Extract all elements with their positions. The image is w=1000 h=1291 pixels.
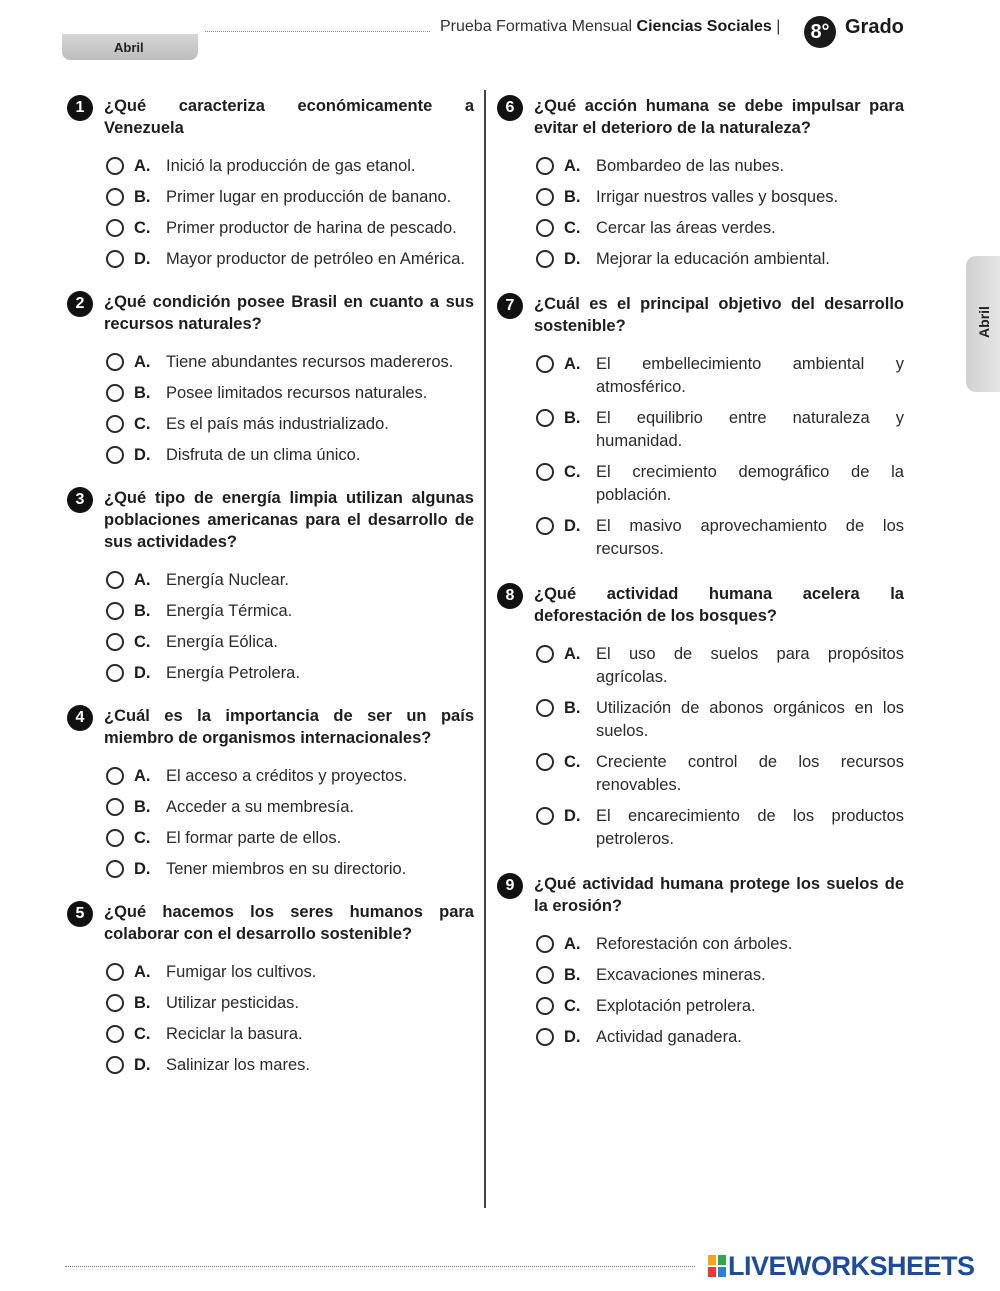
option-letter: A.: [564, 355, 581, 373]
radio-circle-icon[interactable]: [106, 860, 124, 878]
question-text: ¿Qué tipo de energía limpia utilizan algunas poblaciones americanas para el desarrollo de sus actividades?: [104, 489, 474, 551]
radio-circle-icon[interactable]: [106, 798, 124, 816]
month-tab-label: Abril: [114, 40, 144, 55]
question-9: [505, 873, 904, 1049]
right-column: [505, 95, 904, 1057]
liveworksheets-logo-icon: [708, 1255, 726, 1277]
question-number-badge: 8: [497, 583, 523, 609]
option-letter: A.: [134, 767, 151, 785]
radio-circle-icon[interactable]: [106, 219, 124, 237]
question-4: [75, 705, 474, 881]
radio-circle-icon[interactable]: [536, 463, 554, 481]
radio-circle-icon[interactable]: [536, 157, 554, 175]
option-text: Primer productor de harina de pescado.: [166, 219, 457, 237]
option-letter: D.: [564, 1028, 581, 1046]
question-text: ¿Cuál es el principal objetivo del desarrollo sostenible?: [534, 295, 904, 335]
question-8: [505, 583, 904, 851]
option-text: El encarecimiento de los productos petroleros.: [596, 807, 904, 848]
option-a[interactable]: [534, 933, 904, 956]
radio-circle-icon[interactable]: [536, 753, 554, 771]
option-b[interactable]: [104, 382, 474, 405]
question-text: ¿Qué condición posee Brasil en cuanto a sus recursos naturales?: [104, 293, 474, 333]
option-letter: D.: [134, 250, 151, 268]
option-text: Reforestación con árboles.: [596, 935, 793, 953]
column-divider: [484, 90, 486, 1208]
question-5: [75, 901, 474, 1077]
option-d[interactable]: [104, 1054, 474, 1077]
radio-circle-icon[interactable]: [106, 1056, 124, 1074]
option-letter: C.: [564, 997, 581, 1015]
option-text: Es el país más industrializado.: [166, 415, 389, 433]
option-letter: C.: [134, 415, 151, 433]
option-c[interactable]: [104, 1023, 474, 1046]
option-text: El formar parte de ellos.: [166, 829, 342, 847]
radio-circle-icon[interactable]: [536, 409, 554, 427]
option-letter: B.: [134, 602, 151, 620]
option-c[interactable]: [104, 827, 474, 850]
option-letter: C.: [564, 753, 581, 771]
liveworksheets-watermark: [708, 1251, 993, 1283]
option-d[interactable]: [534, 805, 904, 851]
option-letter: A.: [564, 935, 581, 953]
option-text: Utilización de abonos orgánicos en los suelos.: [596, 699, 904, 740]
radio-circle-icon[interactable]: [536, 807, 554, 825]
option-text: Primer lugar en producción de banano.: [166, 188, 452, 206]
option-letter: D.: [134, 446, 151, 464]
option-text: Salinizar los mares.: [166, 1056, 310, 1074]
option-letter: B.: [564, 699, 581, 717]
option-letter: D.: [564, 250, 581, 268]
option-d[interactable]: [104, 858, 474, 881]
option-letter: C.: [134, 219, 151, 237]
option-letter: A.: [564, 157, 581, 175]
option-list: [534, 155, 904, 271]
question-3: [75, 487, 474, 685]
question-number-badge: 5: [67, 901, 93, 927]
radio-circle-icon[interactable]: [106, 250, 124, 268]
option-c[interactable]: [534, 217, 904, 240]
option-b[interactable]: [534, 407, 904, 453]
option-list: [104, 765, 474, 881]
option-text: El uso de suelos para propósitos agrícolas.: [596, 645, 904, 686]
option-letter: D.: [564, 807, 581, 825]
option-c[interactable]: [104, 631, 474, 654]
option-d[interactable]: [534, 515, 904, 561]
option-b[interactable]: [104, 796, 474, 819]
subject-name: Ciencias Sociales: [636, 18, 772, 35]
option-letter: A.: [134, 963, 151, 981]
option-c[interactable]: [104, 217, 474, 240]
radio-circle-icon[interactable]: [106, 829, 124, 847]
option-c[interactable]: [104, 413, 474, 436]
question-text: ¿Qué hacemos los seres humanos para colaborar con el desarrollo sostenible?: [104, 903, 474, 943]
option-text: Reciclar la basura.: [166, 1025, 303, 1043]
option-letter: B.: [134, 798, 151, 816]
option-list: [534, 353, 904, 561]
question-6: [505, 95, 904, 271]
question-text: ¿Cuál es la importancia de ser un país miembro de organismos internacionales?: [104, 707, 474, 747]
option-letter: A.: [134, 353, 151, 371]
question-number-badge: 1: [67, 95, 93, 121]
question-number-badge: 4: [67, 705, 93, 731]
page-title: [440, 18, 780, 36]
option-text: Mayor productor de petróleo en América.: [166, 250, 465, 268]
radio-circle-icon[interactable]: [536, 645, 554, 663]
option-letter: C.: [134, 829, 151, 847]
question-2: [75, 291, 474, 467]
option-letter: D.: [134, 860, 151, 878]
option-letter: D.: [134, 1056, 151, 1074]
option-letter: B.: [564, 188, 581, 206]
left-column: [75, 95, 474, 1085]
option-d[interactable]: [534, 1026, 904, 1049]
question-number-badge: 3: [67, 487, 93, 513]
option-list: [104, 569, 474, 685]
option-letter: A.: [564, 645, 581, 663]
watermark-text: LIVEWORKSHEETS: [728, 1251, 975, 1281]
radio-circle-icon[interactable]: [536, 250, 554, 268]
question-text: ¿Qué actividad humana protege los suelos de la erosión?: [534, 875, 904, 915]
option-text: Energía Petrolera.: [166, 664, 300, 682]
option-text: Inició la producción de gas etanol.: [166, 157, 416, 175]
option-text: Energía Nuclear.: [166, 571, 289, 589]
side-month-tab: [966, 256, 1000, 392]
radio-circle-icon[interactable]: [106, 353, 124, 371]
option-a[interactable]: [104, 569, 474, 592]
option-text: Utilizar pesticidas.: [166, 994, 299, 1012]
option-letter: B.: [134, 384, 151, 402]
option-b[interactable]: [104, 600, 474, 623]
option-text: Acceder a su membresía.: [166, 798, 354, 816]
option-c[interactable]: [534, 461, 904, 507]
radio-circle-icon[interactable]: [106, 602, 124, 620]
option-letter: A.: [134, 571, 151, 589]
question-1: [75, 95, 474, 271]
radio-circle-icon[interactable]: [536, 699, 554, 717]
radio-circle-icon[interactable]: [106, 767, 124, 785]
radio-circle-icon[interactable]: [106, 446, 124, 464]
question-text: ¿Qué actividad humana acelera la deforestación de los bosques?: [534, 585, 904, 625]
option-letter: C.: [564, 463, 581, 481]
option-text: El crecimiento demográfico de la población.: [596, 463, 904, 504]
option-text: Creciente control de los recursos renovables.: [596, 753, 904, 794]
radio-circle-icon[interactable]: [536, 219, 554, 237]
question-number-badge: 2: [67, 291, 93, 317]
option-d[interactable]: [534, 248, 904, 271]
header-rule: [205, 31, 430, 32]
radio-circle-icon[interactable]: [106, 415, 124, 433]
option-text: El embellecimiento ambiental y atmosférico.: [596, 355, 904, 396]
radio-circle-icon[interactable]: [106, 633, 124, 651]
option-letter: C.: [134, 633, 151, 651]
radio-circle-icon[interactable]: [106, 994, 124, 1012]
option-letter: C.: [564, 219, 581, 237]
option-text: Irrigar nuestros valles y bosques.: [596, 188, 839, 206]
option-text: Tiene abundantes recursos madereros.: [166, 353, 454, 371]
month-tab: [62, 34, 198, 60]
radio-circle-icon[interactable]: [106, 571, 124, 589]
option-text: Energía Eólica.: [166, 633, 278, 651]
option-a[interactable]: [104, 351, 474, 374]
option-a[interactable]: [534, 155, 904, 178]
option-letter: B.: [564, 409, 581, 427]
option-text: El masivo aprovechamiento de los recursos.: [596, 517, 904, 558]
option-d[interactable]: [104, 444, 474, 467]
option-letter: C.: [134, 1025, 151, 1043]
option-a[interactable]: [534, 353, 904, 399]
footer-rule: [65, 1266, 695, 1267]
radio-circle-icon[interactable]: [106, 963, 124, 981]
radio-circle-icon[interactable]: [536, 935, 554, 953]
option-d[interactable]: [104, 248, 474, 271]
radio-circle-icon[interactable]: [536, 997, 554, 1015]
option-b[interactable]: [104, 186, 474, 209]
question-7: [505, 293, 904, 561]
option-b[interactable]: [534, 964, 904, 987]
option-b[interactable]: [534, 697, 904, 743]
radio-circle-icon[interactable]: [106, 1025, 124, 1043]
option-a[interactable]: [534, 643, 904, 689]
option-b[interactable]: [534, 186, 904, 209]
option-a[interactable]: [104, 765, 474, 788]
option-letter: D.: [564, 517, 581, 535]
side-month-tab-label: Abril: [975, 306, 992, 338]
radio-circle-icon[interactable]: [106, 384, 124, 402]
option-text: Excavaciones mineras.: [596, 966, 766, 984]
option-list: [104, 351, 474, 467]
option-list: [104, 961, 474, 1077]
option-text: Bombardeo de las nubes.: [596, 157, 785, 175]
option-letter: B.: [134, 994, 151, 1012]
option-list: [534, 643, 904, 851]
option-letter: D.: [134, 664, 151, 682]
question-number-badge: 9: [497, 873, 523, 899]
option-a[interactable]: [104, 155, 474, 178]
option-text: Mejorar la educación ambiental.: [596, 250, 830, 268]
option-text: El acceso a créditos y proyectos.: [166, 767, 408, 785]
radio-circle-icon[interactable]: [106, 157, 124, 175]
title-separator: |: [776, 18, 781, 35]
radio-circle-icon[interactable]: [536, 355, 554, 373]
title-prefix: Prueba Formativa Mensual: [440, 18, 633, 35]
option-text: Fumigar los cultivos.: [166, 963, 317, 981]
question-text: ¿Qué acción humana se debe impulsar para evitar el deterioro de la naturaleza?: [534, 97, 904, 137]
radio-circle-icon[interactable]: [536, 1028, 554, 1046]
question-number-badge: 7: [497, 293, 523, 319]
question-text: ¿Qué caracteriza económicamente a Venezuela: [104, 97, 474, 137]
option-letter: B.: [564, 966, 581, 984]
option-list: [104, 155, 474, 271]
option-text: Disfruta de un clima único.: [166, 446, 361, 464]
option-text: Energía Térmica.: [166, 602, 293, 620]
option-b[interactable]: [104, 992, 474, 1015]
option-d[interactable]: [104, 662, 474, 685]
option-text: Explotación petrolera.: [596, 997, 756, 1015]
option-text: Actividad ganadera.: [596, 1028, 742, 1046]
option-text: El equilibrio entre naturaleza y humanidad.: [596, 409, 904, 450]
grade-label: Grado: [845, 16, 904, 38]
option-a[interactable]: [104, 961, 474, 984]
option-text: Tener miembros en su directorio.: [166, 860, 407, 878]
option-c[interactable]: [534, 751, 904, 797]
option-letter: B.: [134, 188, 151, 206]
radio-circle-icon[interactable]: [536, 966, 554, 984]
option-text: Cercar las áreas verdes.: [596, 219, 776, 237]
option-list: [534, 933, 904, 1049]
radio-circle-icon[interactable]: [106, 664, 124, 682]
grade-badge: 8°: [804, 16, 836, 48]
question-number-badge: 6: [497, 95, 523, 121]
option-text: Posee limitados recursos naturales.: [166, 384, 428, 402]
option-c[interactable]: [534, 995, 904, 1018]
radio-circle-icon[interactable]: [536, 188, 554, 206]
option-letter: A.: [134, 157, 151, 175]
radio-circle-icon[interactable]: [536, 517, 554, 535]
radio-circle-icon[interactable]: [106, 188, 124, 206]
